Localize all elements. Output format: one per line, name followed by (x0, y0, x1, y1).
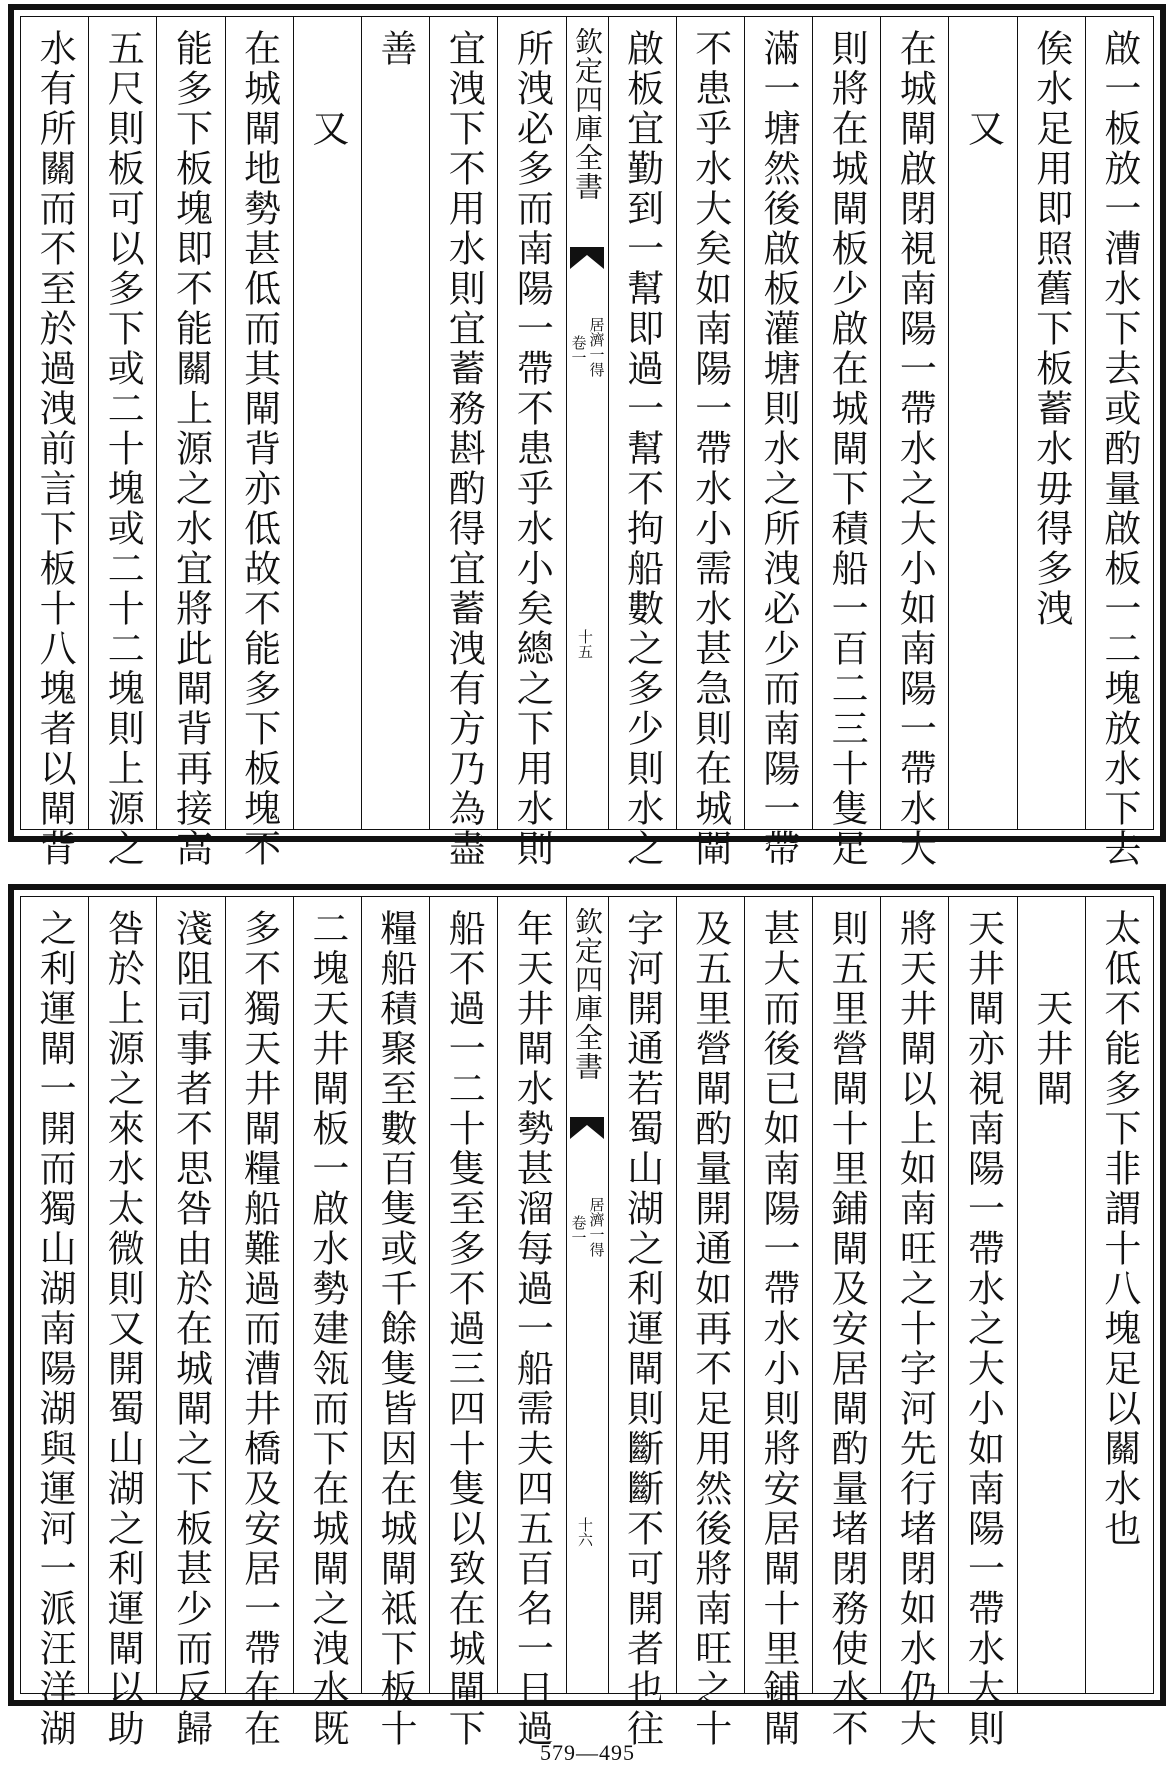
book-name: 居濟一得 (587, 1197, 606, 1257)
text-column: 船不過一二十隻至多不過三四十隻以致在城閘下 (429, 897, 497, 1693)
fish-tail-mark-icon (570, 1117, 604, 1139)
text-column: 啟板宜勤到一幫即過一幫不拘船數之多少則水之 (608, 17, 676, 829)
volume-label: 卷一 (569, 335, 588, 365)
text-column: 甚大而後已如南陽一帶水小則將安居閘十里鋪閘 (744, 897, 812, 1693)
section-heading-column: 天井閘 (1017, 897, 1085, 1693)
text-column: 將天井閘以上如南旺之十字河先行堵閉如水仍大 (880, 897, 948, 1693)
text-column: 則五里營閘十里鋪閘及安居閘酌量堵閉務使水不 (812, 897, 880, 1693)
center-fold-column (566, 897, 608, 1693)
text-column: 及五里營閘酌量開通如再不足用然後將南旺之十 (676, 897, 744, 1693)
fish-tail-mark-icon (570, 247, 604, 269)
text-column: 年天井閘水勢甚溜每過一船需夫四五百名一日過 (497, 897, 565, 1693)
text-column: 五尺則板可以多下或二十塊或二十二塊則上源之 (88, 17, 156, 829)
text-column: 字河開通若蜀山湖之利運閘則斷斷不可開者也往 (608, 897, 676, 1693)
text-column: 之利運閘一開而獨山湖南陽湖與運河一派汪洋湖 (33, 909, 77, 1749)
text-column: 天井閘亦視南陽一帶水之大小如南陽一帶水大則 (948, 897, 1016, 1693)
text-column: 在城閘啟閉視南陽一帶水之大小如南陽一帶水大 (880, 17, 948, 829)
text-column: 啟一板放一漕水下去或酌量啟板一二塊放水下去 (1085, 17, 1153, 829)
text-column: 在城閘地勢甚低而其閘背亦低故不能多下板塊不 (225, 17, 293, 829)
volume-label: 卷一 (569, 1215, 588, 1245)
text-column: 所洩必多而南陽一帶不患乎水小矣總之下用水則 (497, 17, 565, 829)
text-column: 太低不能多下非謂十八塊足以關水也 (1085, 897, 1153, 1693)
text-column: 俟水足用即照舊下板蓄水毋得多洩 (1017, 17, 1085, 829)
text-column: 二塊天井閘板一啟水勢建瓴而下在城閘之洩水既 (293, 897, 361, 1693)
text-column: 淺阻司事者不思咎由於在城閘之下板甚少而反歸 (156, 897, 224, 1693)
text-column: 滿一塘然後啟板灌塘則水之所洩必少而南陽一帶 (744, 17, 812, 829)
page-bottom (8, 884, 1166, 1749)
page-code: 579—495 (540, 1740, 635, 1765)
text-column: 善 (361, 17, 429, 829)
text-column: 宜洩下不用水則宜蓄務斟酌得宜蓄洩有方乃為盡 (429, 17, 497, 829)
book-title: 欽定四庫全書 (571, 27, 604, 201)
book-name: 居濟一得 (587, 317, 606, 377)
text-column: 咎於上源之來水太微則又開蜀山湖之利運閘以助 (88, 897, 156, 1693)
text-column: 不患乎水大矣如南陽一帶水小需水甚急則在城閘 (676, 17, 744, 829)
text-frame (20, 16, 1154, 869)
text-column: 水有所關而不至於過洩前言下板十八塊者以閘背 (33, 29, 77, 869)
page-top (8, 4, 1166, 869)
page-number: 十六 (576, 1517, 594, 1547)
book-title: 欽定四庫全書 (571, 907, 604, 1081)
text-frame (20, 896, 1154, 1749)
page-number: 十五 (576, 629, 594, 659)
text-column: 能多下板塊即不能關上源之水宜將此閘背再接高 (156, 17, 224, 829)
section-heading-column: 又 (948, 17, 1016, 829)
text-column: 多不獨天井閘糧船難過而漕井橋及安居一帶在在 (225, 897, 293, 1693)
center-fold-column (566, 17, 608, 829)
text-column: 糧船積聚至數百隻或千餘隻皆因在城閘祗下板十 (361, 897, 429, 1693)
section-heading-column: 又 (293, 17, 361, 829)
text-column: 則將在城閘板少啟在城閘下積船一百二三十隻足 (812, 17, 880, 829)
